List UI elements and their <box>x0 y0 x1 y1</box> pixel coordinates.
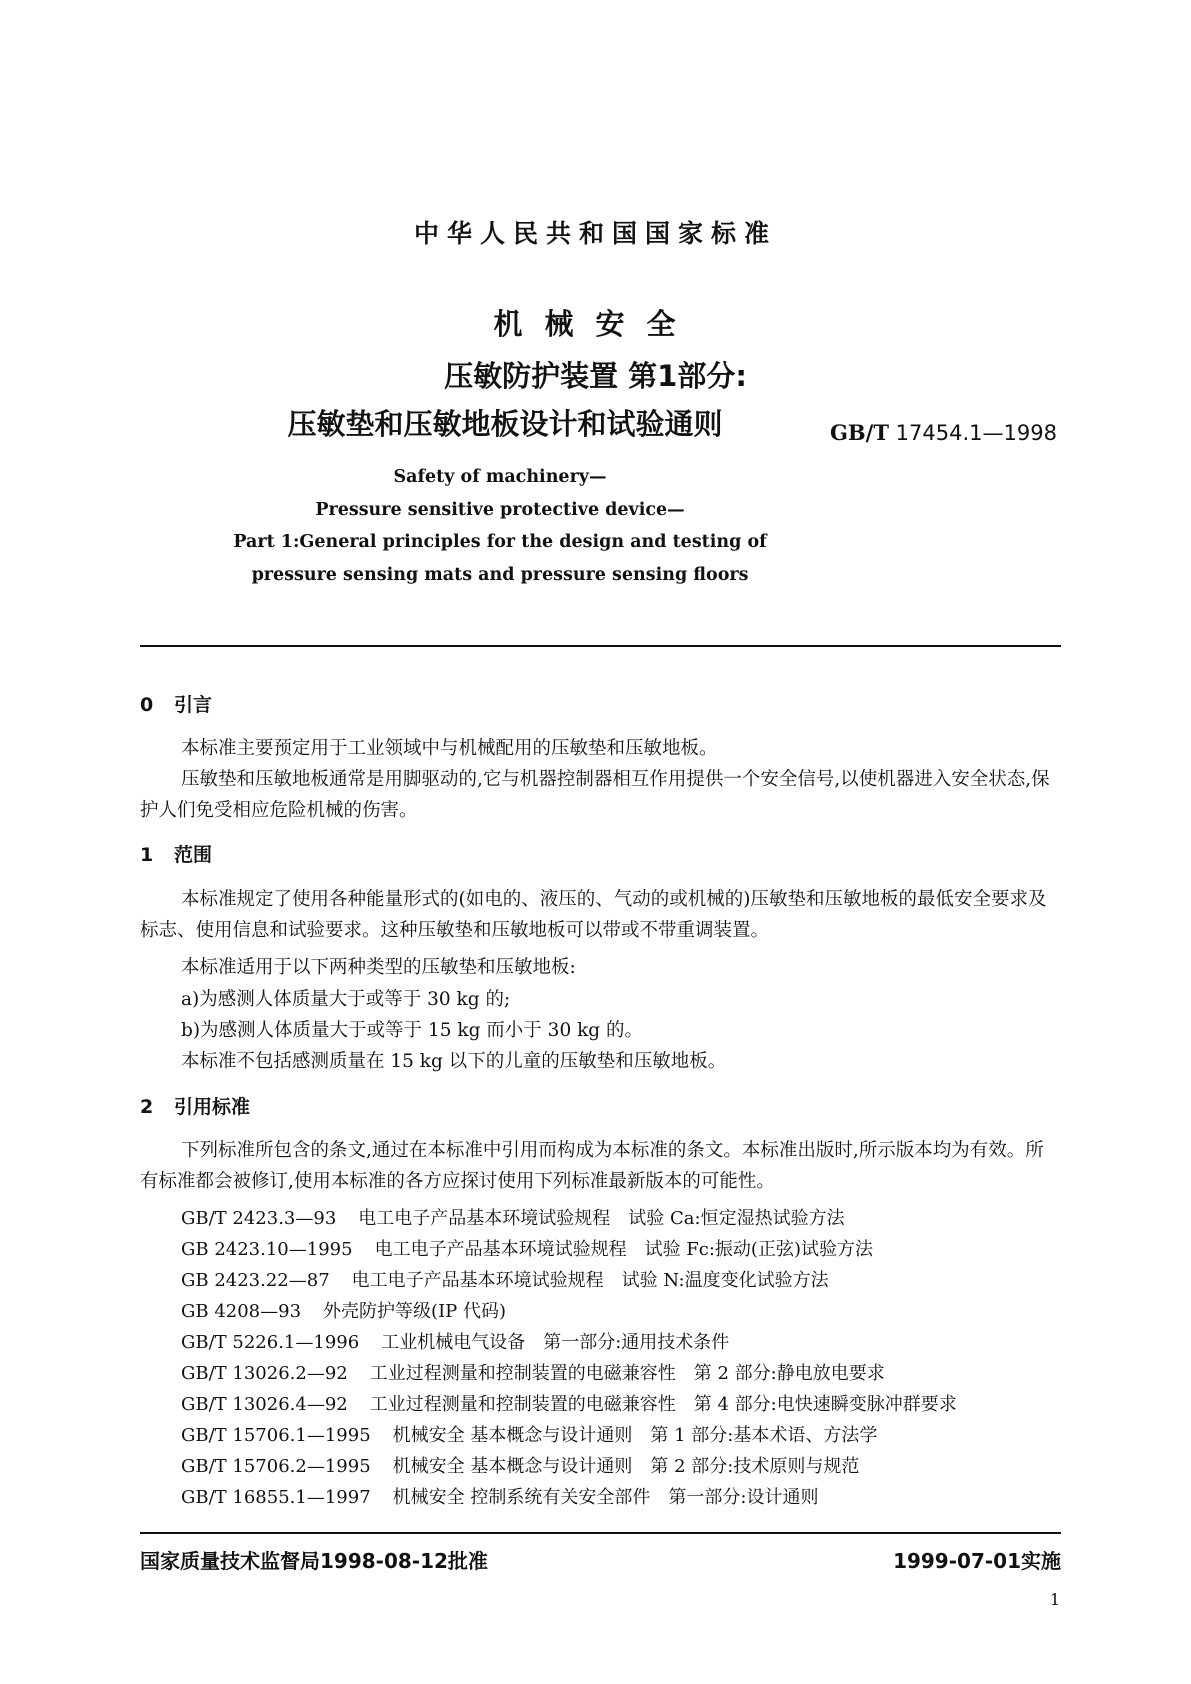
approval-date: 国家质量技术监督局1998-08-12批准 <box>140 1549 488 1573</box>
reference-part: 第一部分:设计通则 <box>668 1487 819 1508</box>
reference-part: 试验 Fc:振动(正弦)试验方法 <box>644 1239 873 1260</box>
section-1-item-a: a)为感测人体质量大于或等于 30 kg 的; <box>181 989 511 1010</box>
reference-item <box>181 1266 829 1292</box>
reference-name: 工业过程测量和控制装置的电磁兼容性 <box>369 1394 676 1415</box>
effective-date: 1999-07-01实施 <box>893 1549 1061 1573</box>
reference-part: 第 1 部分:基本术语、方法学 <box>650 1425 878 1446</box>
reference-part: 第 2 部分:静电放电要求 <box>693 1363 885 1384</box>
reference-item <box>181 1421 877 1447</box>
title-line-1: 机械安全 <box>493 307 698 341</box>
reference-item <box>181 1297 524 1323</box>
reference-code: GB/T 13026.2—92 <box>181 1363 348 1384</box>
standard-number <box>830 420 1057 445</box>
reference-part: 试验 Ca:恒定湿热试验方法 <box>628 1208 845 1229</box>
english-title-line-1: Safety of machinery— <box>393 467 607 487</box>
reference-item <box>181 1390 957 1416</box>
reference-code: GB/T 2423.3—93 <box>181 1208 337 1229</box>
reference-item <box>181 1359 885 1385</box>
english-title-line-2: Pressure sensitive protective device— <box>315 500 685 520</box>
english-title-line-4: pressure sensing mats and pressure sensing floors <box>251 565 749 585</box>
section-1-paragraph-3: 本标准不包括感测质量在 15 kg 以下的儿童的压敏垫和压敏地板。 <box>181 1051 727 1072</box>
section-title: 引言 <box>174 694 213 716</box>
section-number: 1 <box>140 844 154 866</box>
section-1-paragraph-2: 本标准适用于以下两种类型的压敏垫和压敏地板: <box>181 957 576 978</box>
section-number: 2 <box>140 1096 154 1118</box>
reference-name: 机械安全 控制系统有关安全部件 <box>392 1487 651 1508</box>
reference-name: 外壳防护等级(IP 代码) <box>323 1301 507 1322</box>
reference-name: 电工电子产品基本环境试验规程 <box>358 1208 611 1229</box>
reference-part: 第 2 部分:技术原则与规范 <box>650 1456 860 1477</box>
section-2-paragraph-1 <box>140 1135 1061 1197</box>
reference-name: 工业过程测量和控制装置的电磁兼容性 <box>369 1363 676 1384</box>
reference-part: 第 4 部分:电快速瞬变脉冲群要求 <box>693 1394 957 1415</box>
reference-name: 工业机械电气设备 <box>381 1332 526 1353</box>
reference-name: 机械安全 基本概念与设计通则 <box>392 1425 633 1446</box>
section-1-paragraph-1 <box>140 884 1061 946</box>
section-number: 0 <box>140 694 154 716</box>
standard-number-value: 17454.1—1998 <box>895 421 1057 445</box>
footer-divider <box>140 1532 1061 1534</box>
section-0-paragraph-2 <box>140 764 1061 826</box>
section-0-heading <box>140 690 212 717</box>
english-title-line-3: Part 1:General principles for the design and testing of <box>233 532 767 552</box>
section-1-item-b: b)为感测人体质量大于或等于 15 kg 而小于 30 kg 的。 <box>181 1020 644 1041</box>
reference-code: GB/T 16855.1—1997 <box>181 1487 371 1508</box>
paragraph-text: 本标准规定了使用各种能量形式的(如电的、液压的、气动的或机械的)压敏垫和压敏地板的最低安全要求及标志、使用信息和试验要求。这种压敏垫和压敏地板可以带或不带重调装置。 <box>140 889 1047 941</box>
paragraph-text: 下列标准所包含的条文,通过在本标准中引用而构成为本标准的条文。本标准出版时,所示版本均为有效。所有标准都会被修订,使用本标准的各方应探讨使用下列标准最新版本的可能性。 <box>140 1140 1044 1192</box>
paragraph-text: 压敏垫和压敏地板通常是用脚驱动的,它与机器控制器相互作用提供一个安全信号,以使机器进入安全状态,保护人们免受相应危险机械的伤害。 <box>140 769 1050 821</box>
section-2-heading <box>140 1092 250 1119</box>
section-0-paragraph-1 <box>140 733 1061 764</box>
section-title: 范围 <box>174 844 213 866</box>
reference-code: GB/T 13026.4—92 <box>181 1394 348 1415</box>
reference-code: GB/T 15706.1—1995 <box>181 1425 371 1446</box>
reference-code: GB 2423.22—87 <box>181 1270 330 1291</box>
reference-item <box>181 1235 873 1261</box>
reference-part: 试验 N:温度变化试验方法 <box>621 1270 829 1291</box>
reference-code: GB 2423.10—1995 <box>181 1239 353 1260</box>
page-number: 1 <box>1049 1590 1060 1609</box>
reference-item <box>181 1483 818 1509</box>
title-line-2: 压敏防护装置 第1部分: <box>444 359 747 393</box>
section-title: 引用标准 <box>174 1096 251 1118</box>
header-divider <box>140 645 1061 647</box>
reference-code: GB 4208—93 <box>181 1301 302 1322</box>
title-line-3: 压敏垫和压敏地板设计和试验通则 <box>287 407 723 441</box>
reference-code: GB/T 5226.1—1996 <box>181 1332 360 1353</box>
paragraph-text: 本标准主要预定用于工业领域中与机械配用的压敏垫和压敏地板。 <box>181 738 718 759</box>
reference-item <box>181 1204 845 1230</box>
reference-name: 电工电子产品基本环境试验规程 <box>351 1270 604 1291</box>
reference-name: 机械安全 基本概念与设计通则 <box>392 1456 633 1477</box>
reference-code: GB/T 15706.2—1995 <box>181 1456 371 1477</box>
reference-name: 电工电子产品基本环境试验规程 <box>374 1239 627 1260</box>
reference-item <box>181 1452 859 1478</box>
national-standard-heading: 中华人民共和国国家标准 <box>413 219 777 248</box>
section-1-heading <box>140 840 212 867</box>
reference-item <box>181 1328 729 1354</box>
standard-prefix: GB/T <box>830 420 889 445</box>
reference-part: 第一部分:通用技术条件 <box>543 1332 730 1353</box>
